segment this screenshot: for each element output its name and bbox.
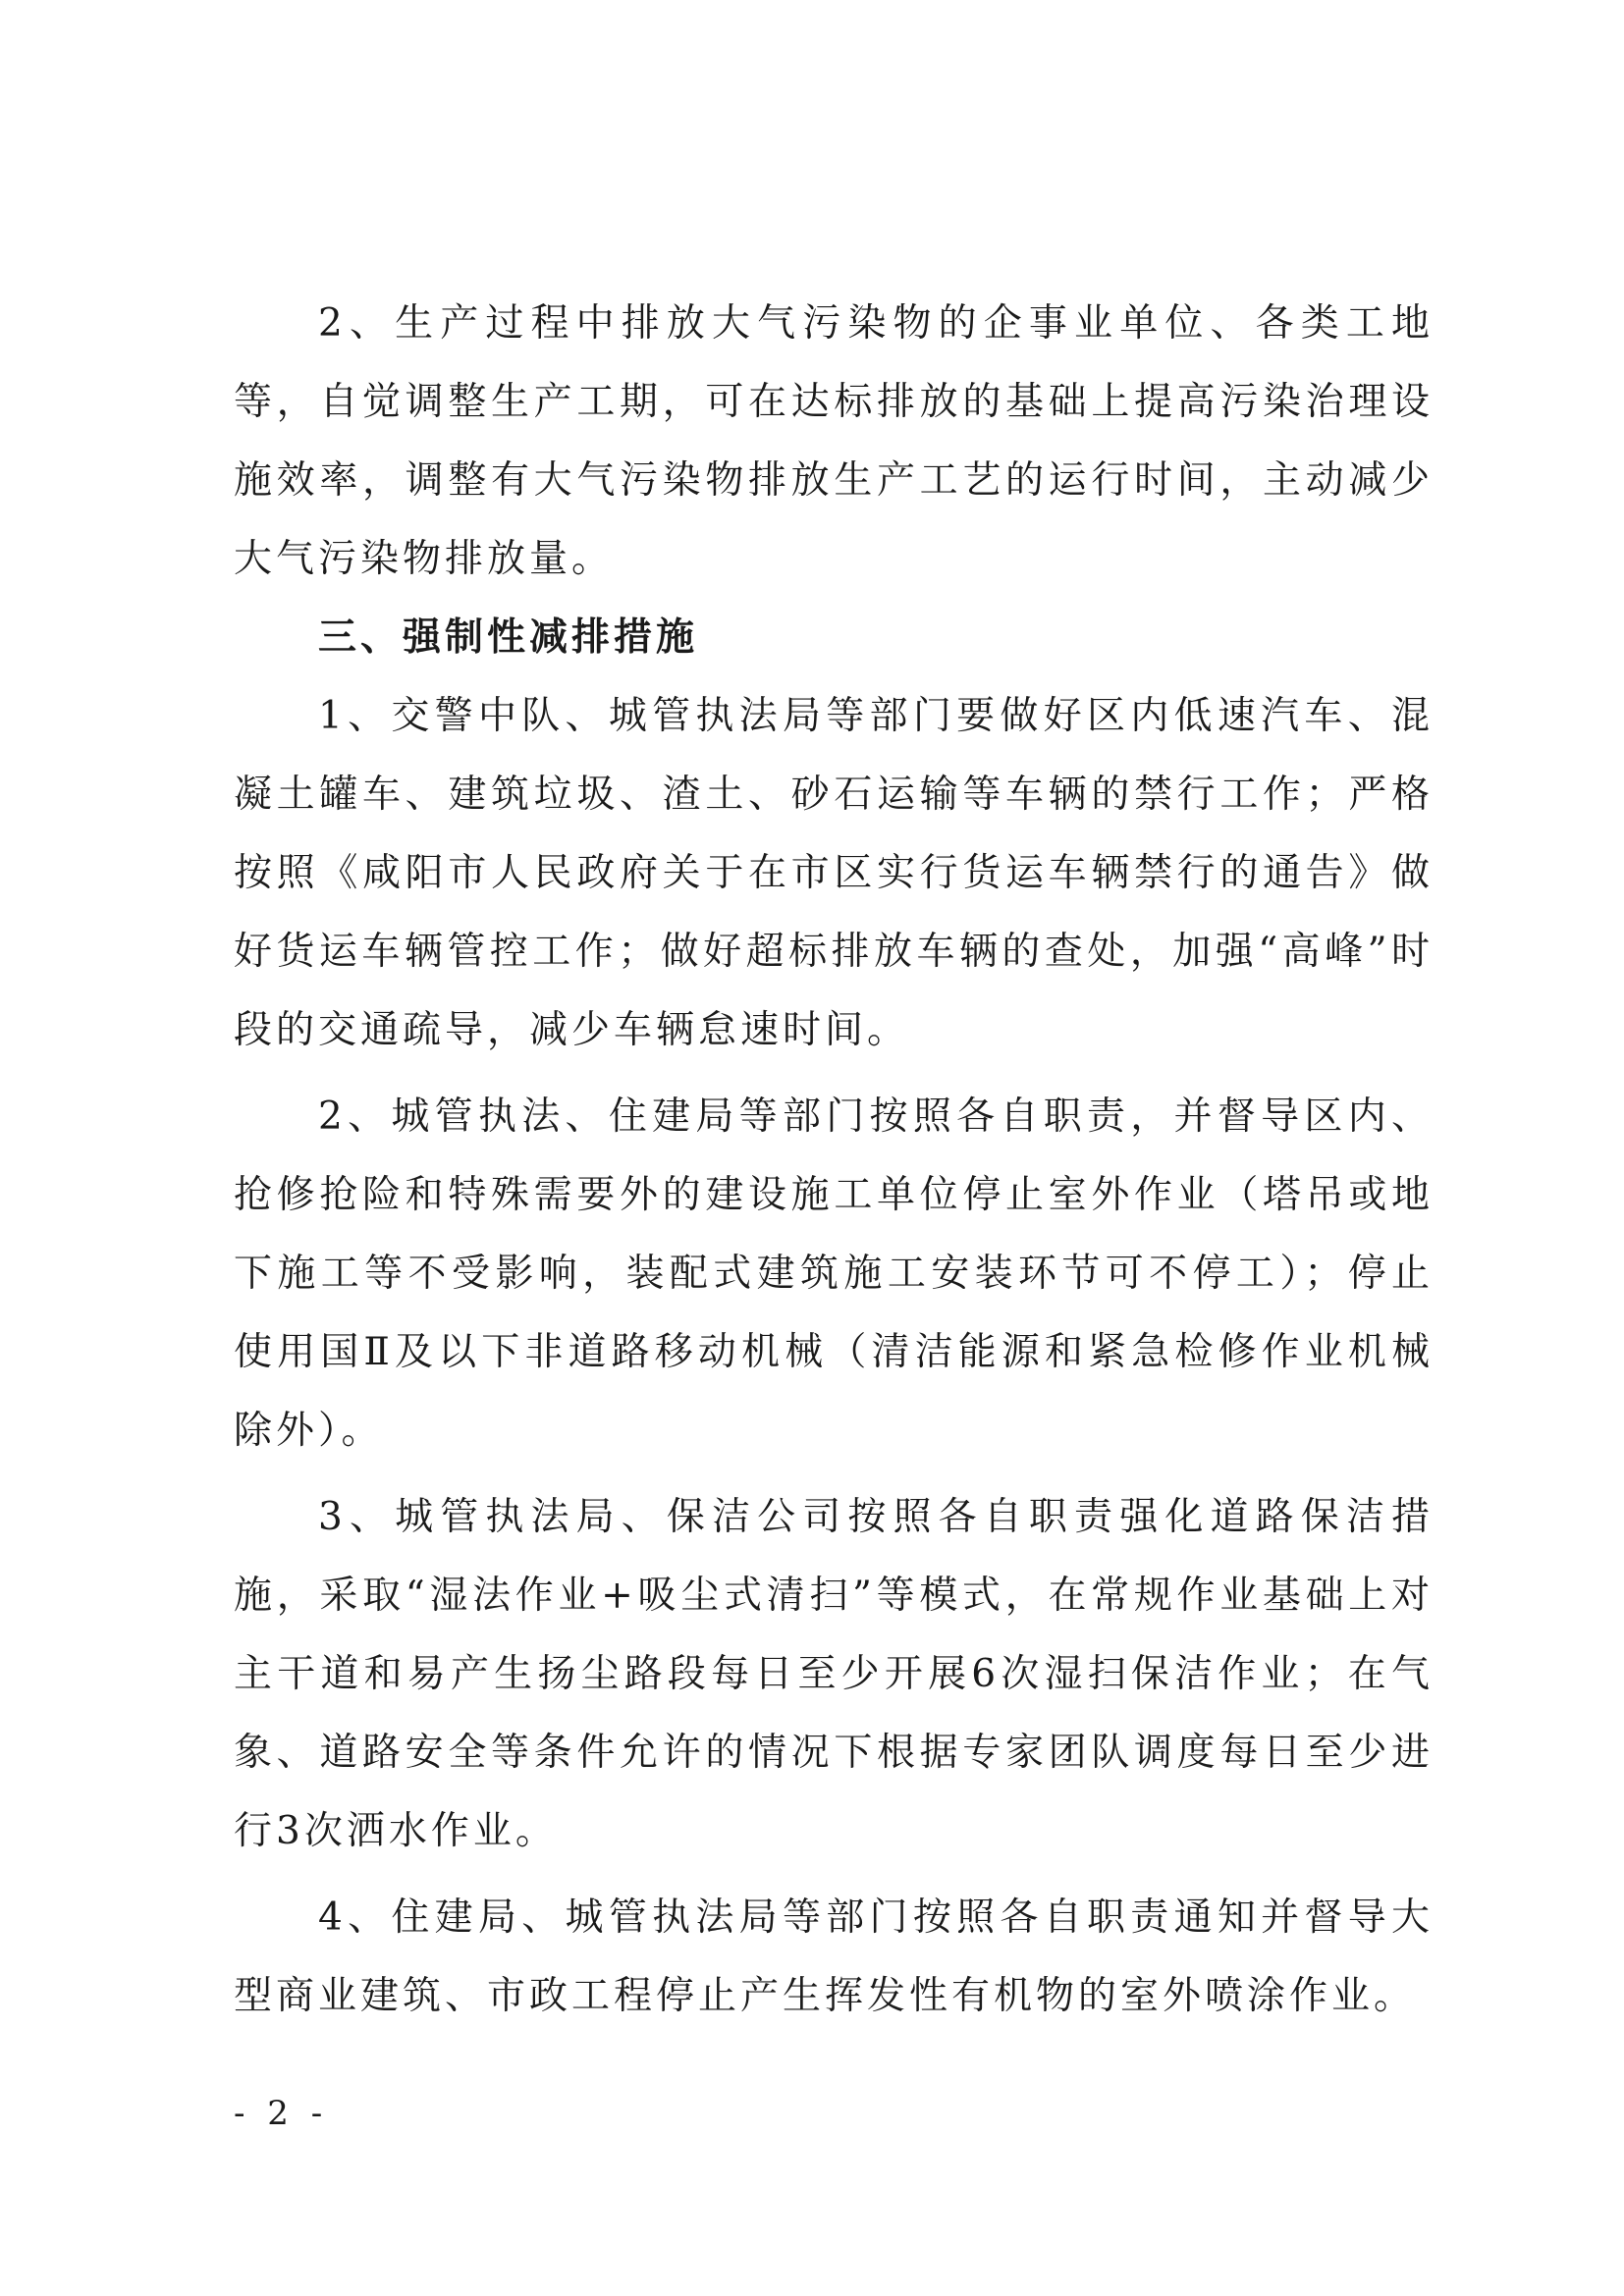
section-heading-mandatory-measures: 三、强制性减排措施 [318,615,699,660]
paragraph-construction-halt: 2、城管执法、住建局等部门按照各自职责，并督导区内、抢修抢险和特殊需要外的建设施工单位停止室外作业（塔吊或地下施工等不受影响，装配式建筑施工安装环节可不停工）；停止使用国Ⅱ及以下非道路移动机械（清洁能源和紧急检修作业机械除外）。 [234,1095,1434,1453]
page-number: - 2 - [234,2094,329,2133]
paragraph-road-cleaning: 3、城管执法局、保洁公司按照各自职责强化道路保洁措施，采取“湿法作业+吸尘式清扫”等模式，在常规作业基础上对主干道和易产生扬尘路段每日至少开展6次湿扫保洁作业；在气象、道路安全等条件允许的情况下根据专家团队调度每日至少进行3次洒水作业。 [234,1495,1434,1853]
paragraph-traffic-control: 1、交警中队、城管执法局等部门要做好区内低速汽车、混凝土罐车、建筑垃圾、渣土、砂石运输等车辆的禁行工作；严格按照《咸阳市人民政府关于在市区实行货运车辆禁行的通告》做好货运车辆管控工作；做好超标排放车辆的查处，加强“高峰”时段的交通疏导，减少车辆怠速时间。 [234,694,1434,1052]
document-body [234,285,1434,2036]
paragraph-spray-painting-halt: 4、住建局、城管执法局等部门按照各自职责通知并督导大型商业建筑、市政工程停止产生挥发性有机物的室外喷涂作业。 [234,1896,1434,2018]
paragraph-enterprise-adjustment: 2、生产过程中排放大气污染物的企事业单位、各类工地等，自觉调整生产工期，可在达标排放的基础上提高污染治理设施效率，调整有大气污染物排放生产工艺的运行时间，主动减少大气污染物排放量。 [234,301,1434,581]
